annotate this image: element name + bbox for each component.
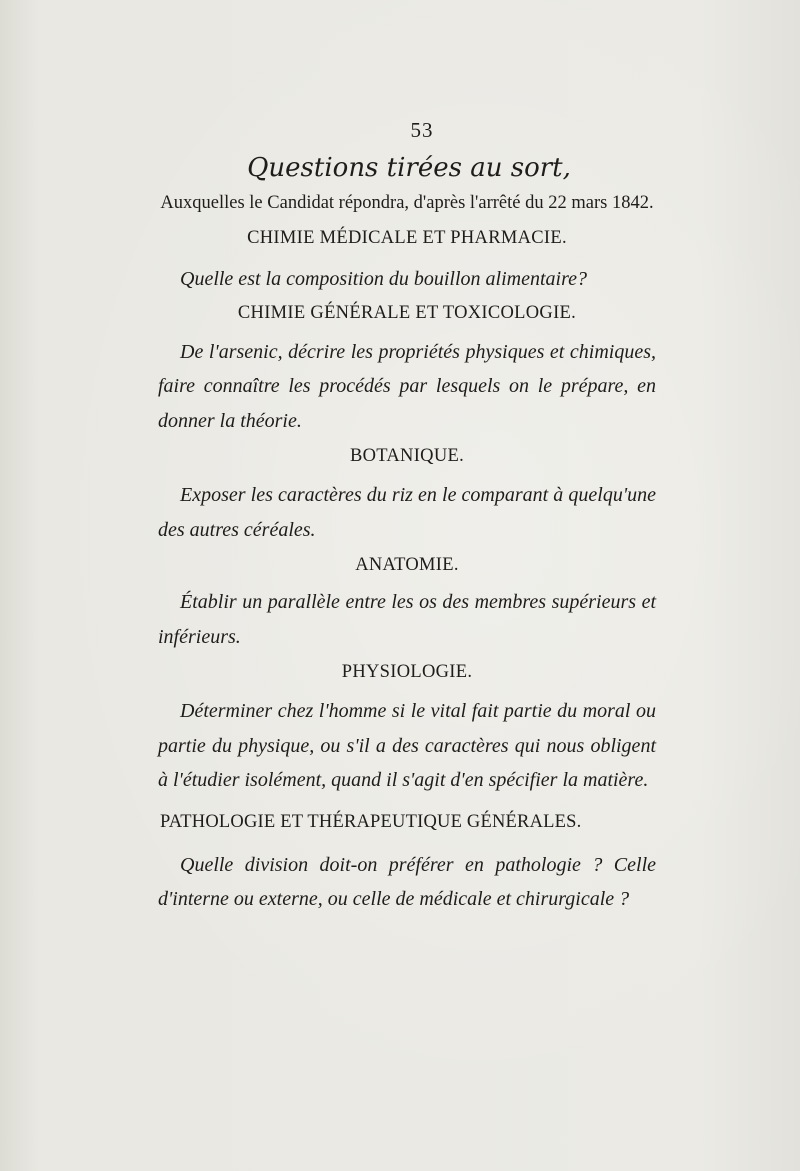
question-anatomie: Établir un parallèle entre les os des membres supérieurs et inférieurs. — [158, 591, 656, 648]
subtitle: Auxquelles le Candidat répondra, d'après l'arrêté du 22 mars 1842. — [160, 193, 654, 213]
section-heading-anatomie: ANATOMIE. — [355, 555, 459, 575]
section-heading-pathologie: PATHOLOGIE ET THÉRAPEUTIQUE GÉNÉRALES. — [160, 811, 582, 832]
question-chimie-medicale: Quelle est la composition du bouillon alimentaire? — [180, 268, 587, 290]
question-physiologie: Déterminer chez l'homme si le vital fait partie du moral ou partie du physique, ou s'il a des caractères qui nous obligent à l'étudier isolément, quand il s'agit d'en spécifier la matière. — [158, 700, 656, 791]
question-botanique: Exposer les caractères du riz en le comparant à quelqu'une des autres céréales. — [158, 484, 656, 541]
question-pathologie: Quelle division doit-on préférer en pathologie ? Celle d'interne ou externe, ou celle de médicale et chirurgicale ? — [158, 853, 656, 910]
page-content — [158, 112, 656, 917]
page-title: Questions tirées au sort, — [247, 153, 571, 183]
page-number: 53 — [410, 118, 434, 142]
section-heading-physiologie: PHYSIOLOGIE. — [341, 662, 473, 682]
section-heading-chimie-medicale: CHIMIE MÉDICALE ET PHARMACIE. — [247, 228, 567, 248]
section-heading-chimie-generale: CHIMIE GÉNÉRALE ET TOXICOLOGIE. — [237, 302, 577, 323]
section-heading-botanique: BOTANIQUE. — [349, 446, 465, 466]
question-chimie-generale: De l'arsenic, décrire les propriétés physiques et chimiques, faire connaître les procédés par lesquels on le prépare, en donner la théorie. — [158, 340, 656, 432]
